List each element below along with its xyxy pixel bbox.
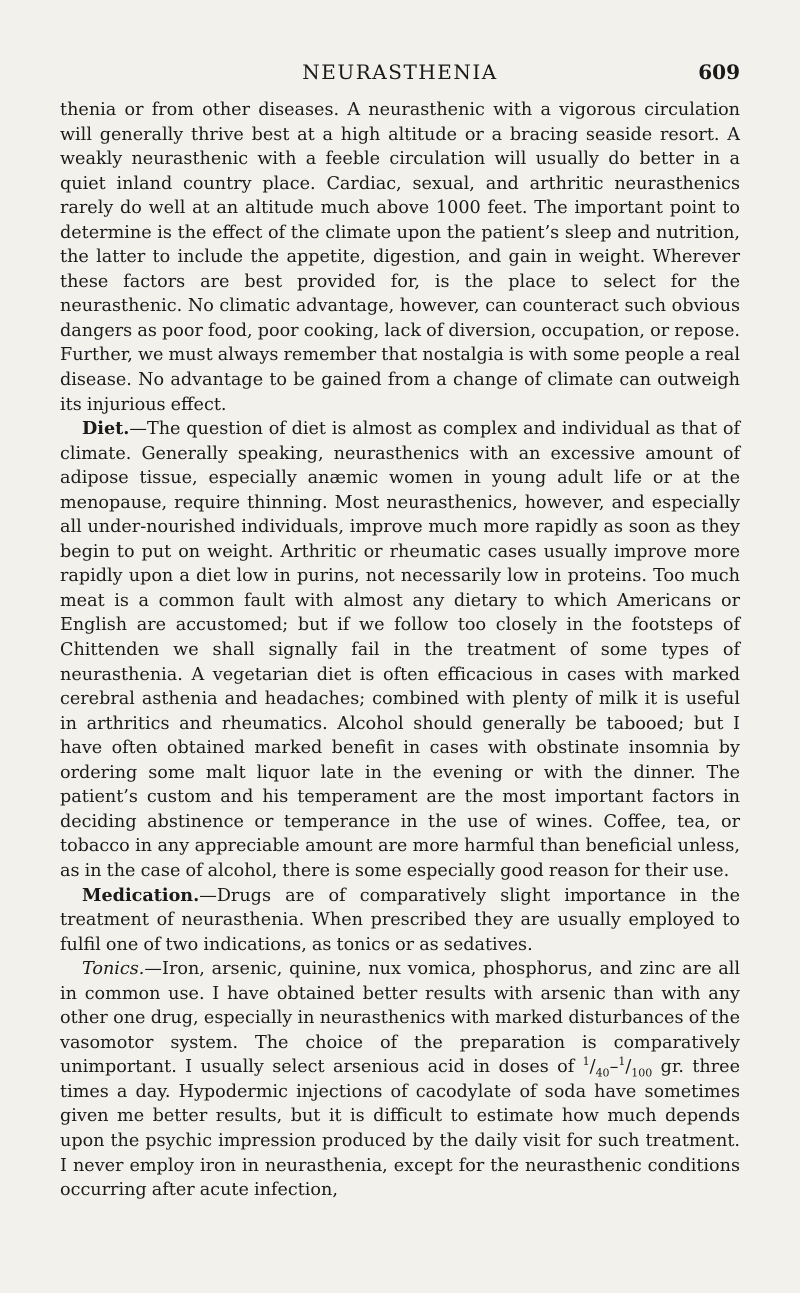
paragraph-tonics: Tonics.—Iron, arsenic, quinine, nux vomica, phosphorus, and zinc are all in common use. I have obtained better results with arsenic than with any other one drug, especially in neurasthenics with marked disturbances of the vasomotor system. The choice of the preparation is comparatively unimportant. I usually select arsenious acid in doses of $^1/_{40}-^1/_{100}$ gr. three times a day. Hypodermic injections of cacodylate of soda have sometimes given me better results, but it is difficult to estimate how much depends upon the psychic impression produced by the daily visit for such treatment. I never employ iron in neurasthenia, except for the neurasthenic conditions occurring after acute infection, xyxy=(60,959,740,1201)
running-head xyxy=(60,60,740,88)
dose-fraction-numerator-2: 1 xyxy=(618,1055,626,1069)
paragraph-medication-text: —Drugs are of comparatively slight importance in the treatment of neurasthenia. When prescribed they are usually employed to fulfil one of two indications, as tonics or as sedatives. xyxy=(60,885,740,955)
page-number: 609 xyxy=(698,60,740,84)
running-title: NEURASTHENIA xyxy=(302,60,498,84)
dose-range-dash: – xyxy=(609,1057,619,1078)
paragraph-diet-text: —The question of diet is almost as complex and individual as that of climate. Generally speaking, neurasthenics with an excessive amount of adipose tissue, especially anæmic women in young adult life or at the menopause, require thinning. Most neurasthenics, however, and especially all under-nourished individuals, improve much more rapidly as soon as they begin to put on weight. Arthritic or rheumatic cases usually improve more rapidly upon a diet low in purins, not necessarily low in proteins. Too much meat is a common fault with almost any dietary to which Americans or English are accustomed; but if we follow too closely in the footsteps of Chittenden we shall signally fail in the treatment of some types of neurasthenia. A vegetarian diet is often efficacious in cases with marked cerebral asthenia and headaches; combined with plenty of milk it is useful in arthritics and rheumatics. Alcohol should generally be tabooed; but I have often obtained marked benefit in cases with obstinate insomnia by ordering some malt liquor late in the evening or with the dinner. The patient’s custom and his temperament are the most important factors in deciding abstinence or temperance in the use of wines. Coffee, tea, or tobacco in any appreciable amount are more harmful than beneficial unless, as in the case of alcohol, there is some especially good reason for their use. xyxy=(60,419,740,881)
body-text xyxy=(60,98,740,1203)
dose-fraction-denominator-2: 100 xyxy=(631,1066,653,1080)
paragraph-medication xyxy=(60,884,740,958)
dose-fraction-numerator-1: 1 xyxy=(582,1055,590,1069)
dose-fraction-denominator-1: 40 xyxy=(595,1066,610,1080)
paragraph-diet xyxy=(60,417,740,883)
section-heading-tonics: Tonics. xyxy=(82,959,145,980)
section-heading-medication: Medication. xyxy=(82,884,200,906)
section-heading-diet: Diet. xyxy=(82,418,130,440)
paragraph-tonics-text-b: gr. three times a day. Hypodermic injections of cacodylate of soda have sometimes given me better results, but it is difficult to estimate how much depends upon the psychic impression produced by the daily visit for such treatment. I never employ iron in neurasthenia, except for the neurasthenic conditions occurring after acute infection, xyxy=(60,1057,740,1201)
paragraph-climate: thenia or from other diseases. A neurasthenic with a vigorous circulation will generally thrive best at a high altitude or a bracing seaside resort. A weakly neurasthenic with a feeble circulation will usually do better in a quiet inland country place. Cardiac, sexual, and arthritic neurasthenics rarely do well at an altitude much above 1000 feet. The important point to determine is the effect of the climate upon the patient’s sleep and nutrition, the latter to include the appetite, digestion, and gain in weight. Wherever these factors are best provided for, is the place to select for the neurasthenic. No climatic advantage, however, can counteract such obvious dangers as poor food, poor cooking, lack of diversion, occupation, or repose. Further, we must always remember that nostalgia is with some people a real disease. No advantage to be gained from a change of climate can outweigh its injurious effect. xyxy=(60,100,740,415)
paragraph-tonics-text-a: —Iron, arsenic, quinine, nux vomica, phosphorus, and zinc are all in common use. I have obtained better results with arsenic than with any other one drug, especially in neurasthenics with marked disturbances of the vasomotor system. The choice of the preparation is comparatively unimportant. I usually select arsenious acid in doses of xyxy=(60,959,740,1078)
